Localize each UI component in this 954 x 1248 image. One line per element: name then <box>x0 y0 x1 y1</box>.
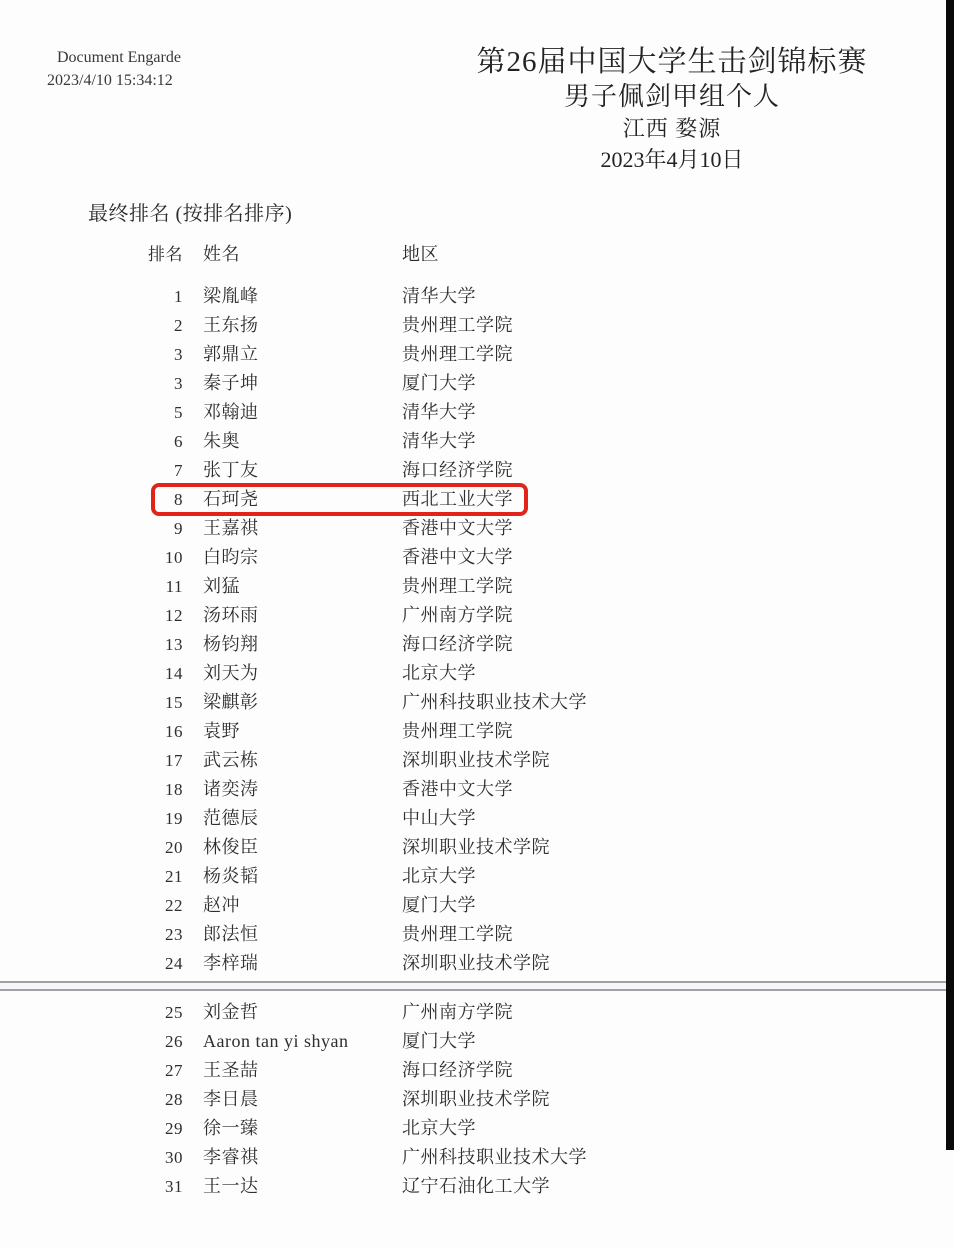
name-cell: 白昀宗 <box>203 547 259 567</box>
rank-cell: 5 <box>174 403 183 422</box>
name-cell: 梁麒彰 <box>203 692 259 712</box>
table-row <box>100 456 720 485</box>
name-cell: 张丁友 <box>203 460 259 480</box>
table-row <box>100 282 720 311</box>
generator-stamp <box>47 46 181 92</box>
rank-cell: 3 <box>174 345 183 364</box>
region-cell: 广州南方学院 <box>402 1002 513 1022</box>
table-row <box>100 630 720 659</box>
rank-cell: 19 <box>165 809 183 828</box>
table-row <box>100 398 720 427</box>
rank-cell: 23 <box>165 925 183 944</box>
region-cell: 广州科技职业技术大学 <box>402 1147 587 1167</box>
name-cell: 李梓瑞 <box>203 953 259 973</box>
rank-cell: 3 <box>174 374 183 393</box>
region-cell: 清华大学 <box>402 402 476 422</box>
rank-cell: 8 <box>174 490 183 509</box>
table-row <box>100 543 720 572</box>
name-cell: 袁野 <box>203 721 240 741</box>
venue: 江西 婺源 <box>622 116 722 141</box>
table-row <box>100 659 720 688</box>
region-cell: 广州科技职业技术大学 <box>402 692 587 712</box>
region-cell: 北京大学 <box>402 866 476 886</box>
region-cell: 贵州理工学院 <box>402 315 513 335</box>
title-block <box>380 44 954 176</box>
table-row <box>100 601 720 630</box>
name-cell: 赵冲 <box>203 895 240 915</box>
region-cell: 海口经济学院 <box>402 460 513 480</box>
name-cell: 范德辰 <box>203 808 259 828</box>
region-cell: 香港中文大学 <box>402 547 513 567</box>
table-row <box>100 775 720 804</box>
rank-cell: 18 <box>165 780 183 799</box>
rank-cell: 24 <box>165 954 183 973</box>
table-row <box>100 920 720 949</box>
name-cell: 汤环雨 <box>203 605 259 625</box>
name-cell: 徐一臻 <box>203 1118 259 1138</box>
name-cell: 郭鼎立 <box>203 344 259 364</box>
highlight-box <box>151 483 528 516</box>
region-cell: 厦门大学 <box>402 1031 476 1051</box>
rank-cell: 16 <box>165 722 183 741</box>
table-row <box>100 862 720 891</box>
name-cell: 林俊臣 <box>203 837 259 857</box>
table-row <box>100 1056 720 1085</box>
table-header <box>100 240 720 269</box>
region-cell: 香港中文大学 <box>402 518 513 538</box>
rank-cell: 20 <box>165 838 183 857</box>
region-cell: 清华大学 <box>402 431 476 451</box>
region-cell: 广州南方学院 <box>402 605 513 625</box>
name-cell: 石珂尧 <box>203 489 259 509</box>
table-row <box>100 717 720 746</box>
rank-cell: 27 <box>165 1061 183 1080</box>
event-date: 2023年4月10日 <box>600 147 744 172</box>
table-row <box>100 688 720 717</box>
table-header-row <box>100 240 720 269</box>
generator-name: Document Engarde <box>57 49 181 66</box>
name-cell: 刘天为 <box>203 663 259 683</box>
rank-cell: 22 <box>165 896 183 915</box>
table-row <box>100 746 720 775</box>
table-row <box>100 427 720 456</box>
region-cell: 贵州理工学院 <box>402 344 513 364</box>
region-cell: 贵州理工学院 <box>402 576 513 596</box>
name-column-header: 姓名 <box>203 244 240 264</box>
rank-cell: 17 <box>165 751 183 770</box>
table-row <box>100 833 720 862</box>
region-cell: 西北工业大学 <box>402 489 513 509</box>
generated-timestamp: 2023/4/10 15:34:12 <box>47 72 173 89</box>
region-cell: 深圳职业技术学院 <box>402 953 550 973</box>
name-cell: 王一达 <box>203 1176 259 1196</box>
name-cell: 朱奥 <box>203 431 240 451</box>
event-title: 男子佩剑甲组个人 <box>563 82 780 111</box>
section-title: 最终排名 (按排名排序) <box>88 203 293 225</box>
table-row <box>100 340 720 369</box>
name-cell: 王圣喆 <box>203 1060 259 1080</box>
region-column-header: 地区 <box>402 244 439 264</box>
region-cell: 清华大学 <box>402 286 476 306</box>
name-cell: 诸奕涛 <box>203 779 259 799</box>
name-cell: 王嘉祺 <box>203 518 259 538</box>
rank-cell: 10 <box>165 548 183 567</box>
region-cell: 深圳职业技术学院 <box>402 837 550 857</box>
region-cell: 厦门大学 <box>402 895 476 915</box>
name-cell: 杨炎韬 <box>203 866 259 886</box>
region-cell: 中山大学 <box>402 808 476 828</box>
region-cell: 深圳职业技术学院 <box>402 750 550 770</box>
region-cell: 贵州理工学院 <box>402 924 513 944</box>
rank-cell: 9 <box>174 519 183 538</box>
table-row <box>100 1143 720 1172</box>
region-cell: 辽宁石油化工大学 <box>402 1176 550 1196</box>
region-cell: 海口经济学院 <box>402 1060 513 1080</box>
name-cell: 李日晨 <box>203 1089 259 1109</box>
rank-cell: 11 <box>165 577 183 596</box>
table-row <box>100 1114 720 1143</box>
name-cell: 刘金哲 <box>203 1002 259 1022</box>
region-cell: 贵州理工学院 <box>402 721 513 741</box>
region-cell: 北京大学 <box>402 663 476 683</box>
table-row <box>100 572 720 601</box>
table-row <box>100 1085 720 1114</box>
region-cell: 深圳职业技术学院 <box>402 1089 550 1109</box>
table-row <box>100 311 720 340</box>
rank-cell: 25 <box>165 1003 183 1022</box>
name-cell: Aaron tan yi shyan <box>203 1031 349 1051</box>
rank-cell: 6 <box>174 432 183 451</box>
rank-cell: 21 <box>165 867 183 886</box>
rank-cell: 30 <box>165 1148 183 1167</box>
name-cell: 王东扬 <box>203 315 259 335</box>
table-row <box>100 514 720 543</box>
table-row <box>100 949 720 978</box>
table-row <box>100 998 720 1027</box>
rank-cell: 28 <box>165 1090 183 1109</box>
ranking-rows-page2 <box>100 998 720 1201</box>
region-cell: 北京大学 <box>402 1118 476 1138</box>
name-cell: 梁胤峰 <box>203 286 259 306</box>
name-cell: 武云栋 <box>203 750 259 770</box>
name-cell: 刘猛 <box>203 576 240 596</box>
table-row <box>100 804 720 833</box>
table-row <box>100 1172 720 1201</box>
name-cell: 李睿祺 <box>203 1147 259 1167</box>
rank-column-header: 排名 <box>148 245 183 264</box>
rank-cell: 7 <box>174 461 183 480</box>
rank-cell: 2 <box>174 316 183 335</box>
region-cell: 海口经济学院 <box>402 634 513 654</box>
rank-cell: 26 <box>165 1032 183 1051</box>
table-row <box>100 369 720 398</box>
region-cell: 厦门大学 <box>402 373 476 393</box>
rank-cell: 14 <box>165 664 183 683</box>
scan-edge-bar <box>946 0 954 1150</box>
table-row <box>100 891 720 920</box>
rank-cell: 13 <box>165 635 183 654</box>
rank-cell: 12 <box>165 606 183 625</box>
name-cell: 郎法恒 <box>203 924 259 944</box>
rank-cell: 1 <box>174 287 183 306</box>
name-cell: 杨钧翔 <box>203 634 259 654</box>
table-row <box>100 1027 720 1056</box>
rank-cell: 31 <box>165 1177 183 1196</box>
name-cell: 秦子坤 <box>203 373 259 393</box>
competition-title: 第26届中国大学生击剑锦标赛 <box>476 46 868 78</box>
region-cell: 香港中文大学 <box>402 779 513 799</box>
ranking-rows-page1 <box>100 282 720 978</box>
table-row <box>100 485 720 514</box>
name-cell: 邓翰迪 <box>203 402 259 422</box>
rank-cell: 15 <box>165 693 183 712</box>
rank-cell: 29 <box>165 1119 183 1138</box>
page-break-line <box>0 981 954 991</box>
